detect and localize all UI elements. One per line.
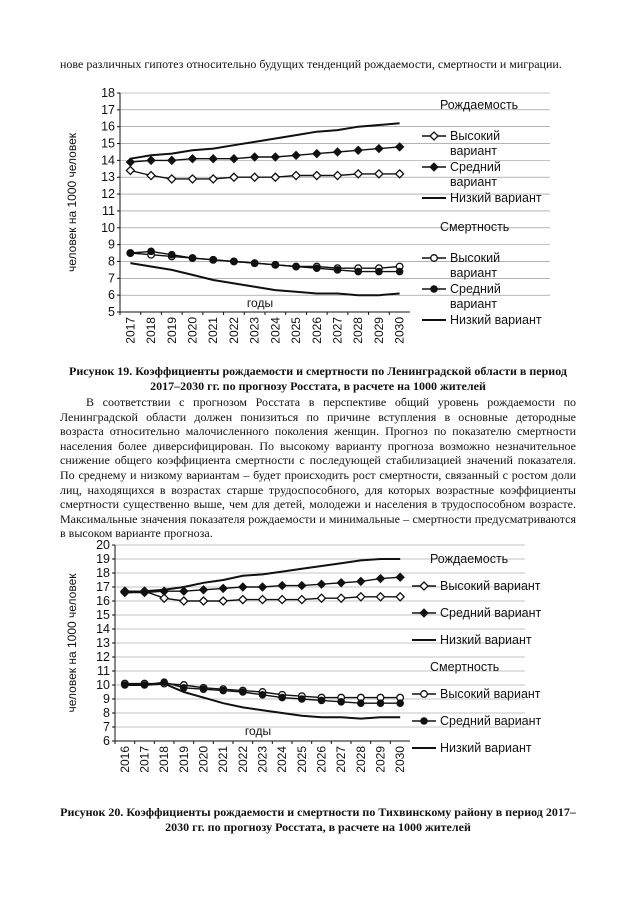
figure-20-caption: Рисунок 20. Коэффициенты рождаемости и смертности по Тихвинскому району в период 2017–2030 гг. по прогнозу Росстата, в расчете на 1000 жителей <box>60 805 576 834</box>
y-tick-label: 16 <box>101 119 115 134</box>
y-tick-label: 14 <box>101 153 115 168</box>
legend-births-low-label: Низкий вариант <box>440 633 532 647</box>
births-high-point <box>209 175 217 183</box>
y-tick-label: 15 <box>101 136 115 151</box>
deaths-mid-point <box>210 256 217 263</box>
deaths-mid-point <box>220 687 227 694</box>
legend-births-mid-label: Средний вариант <box>450 160 501 189</box>
y-tick-label: 11 <box>97 664 110 678</box>
x-tick-label: 2030 <box>392 317 407 344</box>
births-mid-point <box>396 143 404 151</box>
births-mid-point <box>259 583 267 591</box>
legend-deaths-low-label: Низкий вариант <box>440 741 532 755</box>
deaths-mid-point <box>148 248 155 255</box>
x-tick-label: 2019 <box>164 317 179 344</box>
x-tick-label: 2027 <box>330 317 345 344</box>
deaths-mid-point <box>376 268 383 275</box>
y-tick-label: 15 <box>96 608 110 622</box>
legend-deaths-high-label: Высокий вариант <box>440 687 541 701</box>
y-tick-label: 10 <box>101 220 115 235</box>
deaths-mid-point <box>231 258 238 265</box>
x-tick-label: 2021 <box>206 317 221 344</box>
x-tick-label: 2022 <box>226 317 241 344</box>
births-high-point <box>278 596 286 604</box>
y-tick-label: 19 <box>96 552 110 566</box>
births-mid-point <box>298 582 306 590</box>
legend-births-high-marker <box>420 582 428 590</box>
births-mid-point <box>230 155 238 163</box>
deaths-mid-point <box>272 262 279 269</box>
births-mid-point <box>354 146 362 154</box>
births-mid-point <box>147 156 155 164</box>
y-tick-label: 8 <box>108 254 115 269</box>
legend-deaths-high-label: Высокий вариант <box>450 251 501 280</box>
x-tick-label: 2018 <box>144 317 159 344</box>
births-mid-point <box>239 583 247 591</box>
legend-births-mid-label: Средний вариант <box>440 606 542 620</box>
x-tick-label: 2029 <box>371 317 386 344</box>
legend-deaths-high-marker <box>431 255 438 262</box>
x-tick-label: 2026 <box>314 746 329 773</box>
x-tick-label: 2021 <box>216 746 231 773</box>
deaths-mid-point <box>334 267 341 274</box>
births-high-point <box>126 166 134 174</box>
x-tick-label: 2020 <box>196 746 211 773</box>
y-tick-label: 5 <box>108 305 115 319</box>
y-tick-label: 12 <box>96 650 110 664</box>
deaths-mid-point <box>299 696 306 703</box>
births-high-point <box>251 173 259 181</box>
figure-19-caption: Рисунок 19. Коэффициенты рождаемости и смертности по Ленинградской области в период 2017–2030 гг. по прогнозу Росстата, в расчете на 1000 жителей <box>69 364 567 393</box>
births-high-point <box>200 597 208 605</box>
x-tick-label: 2026 <box>309 317 324 344</box>
y-tick-label: 8 <box>103 706 110 720</box>
legend-births-mid-marker <box>430 163 438 171</box>
y-tick-label: 17 <box>101 102 115 117</box>
legend-deaths-mid-label: Средний вариант <box>450 282 501 311</box>
y-tick-label: 18 <box>96 566 110 580</box>
deaths-mid-point <box>338 699 345 706</box>
x-tick-label: 2020 <box>185 317 200 344</box>
births-high-point <box>334 172 342 180</box>
body-paragraph: В соответствии с прогнозом Росстата в перспективе общий уровень рождаемости по Ленинградской области должен понизиться по причине вступления в основные детородные возраста относительно малочисленного поколения женщин. Прогноз по показателю смертности населения более диверсифицирован. По высокому варианту прогноза возможно незначительное снижение общего коэффициента смертности с последующей стабилизацией значений показателя. По среднему и низкому вариантам – будет происходить рост смертности, связанный с ростом доли лиц, находящихся в возрастах старше трудоспособного, для которых возрастные коэффициенты смертности существенно выше, чем для детей, молодежи и населения в трудоспособном возрасте. Максимальные значения показателя рождаемости и минимальные – смертности предусматриваются в высоком варианте прогноза. <box>60 395 576 541</box>
x-tick-label: 2017 <box>123 317 138 344</box>
legend-births-title: Рождаемость <box>430 552 509 566</box>
deaths-mid-point <box>251 260 258 267</box>
x-axis-title: годы <box>246 296 274 310</box>
legend-deaths-title: Смертность <box>440 220 510 234</box>
births-mid-point <box>189 155 197 163</box>
deaths-mid-point <box>355 268 362 275</box>
y-tick-label: 6 <box>103 734 110 748</box>
births-mid-point <box>357 577 365 585</box>
births-high-point <box>357 593 365 601</box>
births-high-point <box>147 172 155 180</box>
x-tick-label: 2028 <box>353 746 368 773</box>
births-mid-point <box>168 156 176 164</box>
births-high-point <box>189 175 197 183</box>
legend-deaths-high-marker <box>421 691 428 698</box>
y-tick-label: 18 <box>101 86 115 100</box>
deaths-mid-point <box>396 268 403 275</box>
births-high-point <box>377 593 385 601</box>
legend-births-low-label: Низкий вариант <box>450 191 542 205</box>
y-tick-label: 10 <box>96 678 110 692</box>
births-mid-point <box>209 155 217 163</box>
x-tick-label: 2023 <box>255 746 270 773</box>
deaths-mid-point <box>377 700 384 707</box>
births-high-point <box>168 175 176 183</box>
births-high-point <box>292 172 300 180</box>
deaths-mid-point <box>358 700 365 707</box>
births-mid-point <box>271 153 279 161</box>
intro-paragraph: нове различных гипотез относительно будущих тенденций рождаемости, смертности и миграции. <box>60 57 562 71</box>
x-tick-label: 2023 <box>247 317 262 344</box>
births-high-point <box>396 593 404 601</box>
y-tick-label: 13 <box>101 170 115 185</box>
y-tick-label: 14 <box>96 622 110 636</box>
births-mid-point <box>313 150 321 158</box>
births-high-point <box>313 172 321 180</box>
y-tick-label: 9 <box>103 692 110 706</box>
births-high-point <box>219 597 227 605</box>
x-tick-label: 2016 <box>117 746 132 773</box>
x-tick-label: 2017 <box>137 746 152 773</box>
births-mid-point <box>292 151 300 159</box>
births-mid-point <box>375 145 383 153</box>
y-axis-title: человек на 1000 человек <box>65 573 79 713</box>
legend-deaths-low-label: Низкий вариант <box>450 313 542 327</box>
deaths-mid-point <box>189 255 196 262</box>
deaths-mid-point <box>259 692 266 699</box>
deaths-mid-point <box>313 265 320 272</box>
y-tick-label: 7 <box>103 720 110 734</box>
births-high-point <box>396 170 404 178</box>
deaths-mid-point <box>127 250 134 257</box>
y-tick-label: 17 <box>96 580 110 594</box>
births-high-point <box>298 596 306 604</box>
legend-births-high-label: Высокий вариант <box>440 579 541 593</box>
legend-births-high-label: Высокий вариант <box>450 129 501 158</box>
births-high-point <box>239 596 247 604</box>
births-high-point <box>259 596 267 604</box>
legend-deaths-mid-label: Средний вариант <box>440 714 542 728</box>
births-mid-point <box>126 158 134 166</box>
births-mid-point <box>377 575 385 583</box>
births-high-point <box>375 170 383 178</box>
x-tick-label: 2022 <box>235 746 250 773</box>
y-tick-label: 7 <box>108 271 115 286</box>
x-tick-label: 2018 <box>157 746 172 773</box>
births-mid-point <box>219 584 227 592</box>
legend-deaths-mid-marker <box>421 718 428 725</box>
y-tick-label: 20 <box>96 540 110 552</box>
x-tick-label: 2024 <box>275 746 290 773</box>
deaths-mid-point <box>318 697 325 704</box>
x-axis-title: годы <box>244 724 272 738</box>
chart-leningrad-region <box>60 84 580 364</box>
legend-deaths-mid-marker <box>431 286 438 293</box>
x-tick-label: 2030 <box>393 746 408 773</box>
births-high-point <box>230 173 238 181</box>
deaths-mid-point <box>240 689 247 696</box>
y-tick-label: 12 <box>101 187 115 202</box>
chart-tikhvin-district <box>60 540 580 802</box>
births-high-point <box>180 597 188 605</box>
births-mid-point <box>396 573 404 581</box>
x-tick-label: 2027 <box>334 746 349 773</box>
y-tick-label: 16 <box>96 594 110 608</box>
births-high-point <box>271 173 279 181</box>
births-mid-point <box>334 148 342 156</box>
x-tick-label: 2024 <box>268 317 283 344</box>
legend-births-high-marker <box>430 132 438 140</box>
births-mid-point <box>251 153 259 161</box>
y-tick-label: 9 <box>108 237 115 252</box>
deaths-mid-point <box>200 686 207 693</box>
x-tick-label: 2019 <box>176 746 191 773</box>
deaths-mid-point <box>279 694 286 701</box>
x-tick-label: 2028 <box>351 317 366 344</box>
deaths-mid-point <box>293 263 300 270</box>
births-mid-point <box>337 579 345 587</box>
x-tick-label: 2029 <box>373 746 388 773</box>
legend-deaths-title: Смертность <box>430 660 500 674</box>
y-tick-label: 13 <box>96 636 110 650</box>
y-tick-label: 11 <box>102 203 115 218</box>
deaths-mid-point <box>397 700 404 707</box>
births-mid-point <box>278 582 286 590</box>
births-high-point <box>354 170 362 178</box>
y-tick-label: 6 <box>108 288 115 303</box>
y-axis-title: человек на 1000 человек <box>65 132 79 273</box>
legend-births-title: Рождаемость <box>440 98 519 112</box>
legend-births-mid-marker <box>420 609 428 617</box>
x-tick-label: 2025 <box>294 746 309 773</box>
deaths-mid-point <box>168 251 175 258</box>
x-tick-label: 2025 <box>289 317 304 344</box>
